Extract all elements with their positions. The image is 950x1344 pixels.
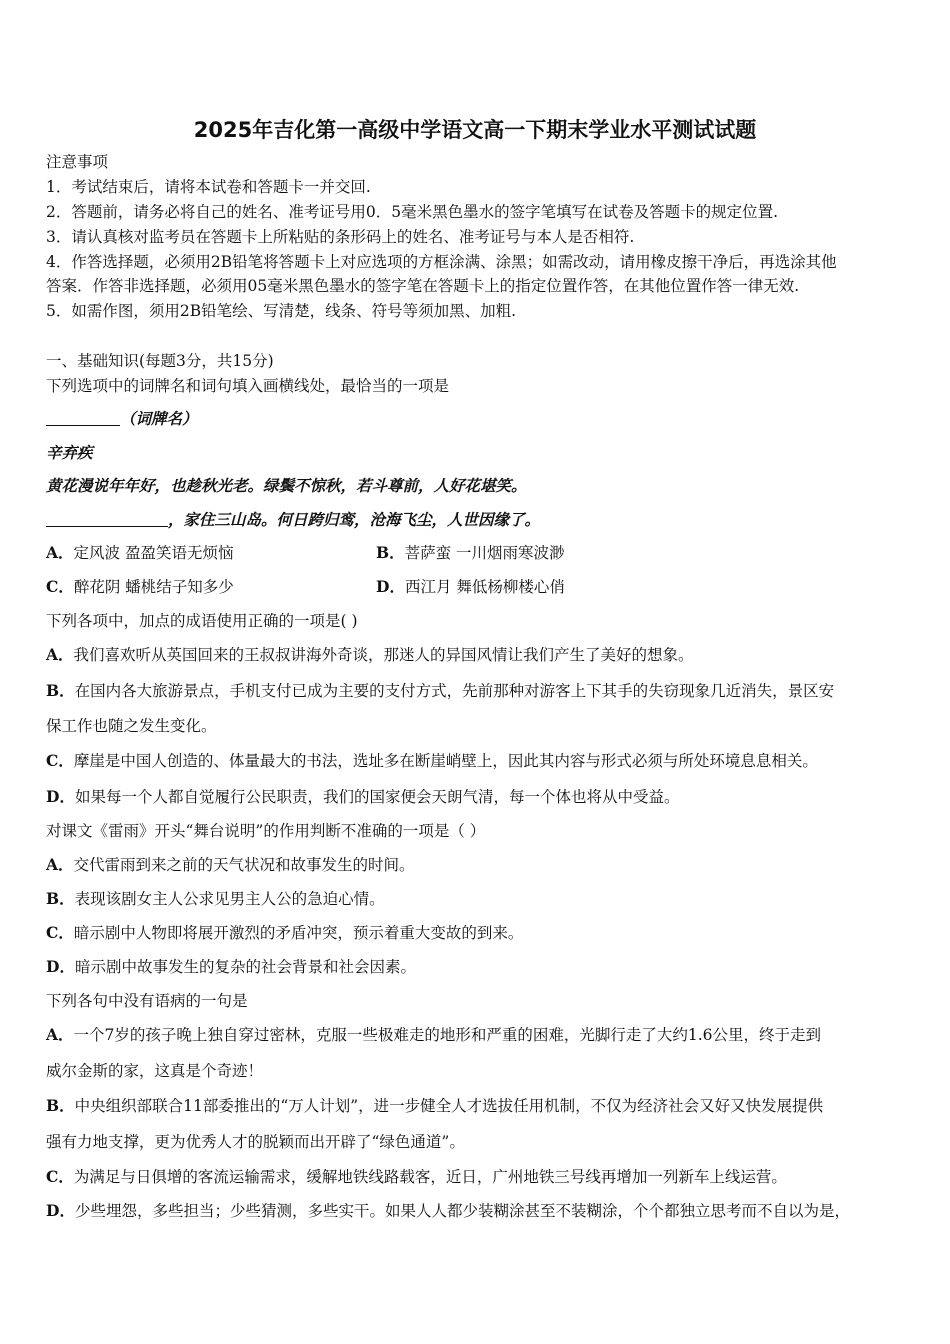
notice-item: 4．作答选择题，必须用2B铅笔将答题卡上对应选项的方框涂满、涂黑；如需改动，请用橡皮擦干净后，再选涂其他 bbox=[46, 253, 837, 271]
poem-line-2 bbox=[46, 510, 540, 530]
notice-item: 2．答题前，请务必将自己的姓名、准考证号用0．5毫米黑色墨水的签字笔填写在试卷及答题卡的规定位置. bbox=[46, 203, 779, 221]
option-line: C．为满足与日俱增的客流运输需求，缓解地铁线路载客，近日，广州地铁三号线再增加一列新车上线运营。 bbox=[46, 1167, 787, 1186]
answer-blank bbox=[46, 410, 120, 426]
section-heading: 一、基础知识(每题3分，共15分) bbox=[46, 352, 274, 370]
option-line: B．表现该剧女主人公求见男主人公的急迫心情。 bbox=[46, 889, 385, 908]
notice-item: 1．考试结束后，请将本试卷和答题卡一并交回. bbox=[46, 178, 371, 196]
option-a: A．定风波 盈盈笑语无烦恼 bbox=[46, 543, 234, 562]
notice-heading: 注意事项 bbox=[46, 153, 109, 171]
option-line: A．一个7岁的孩子晚上独自穿过密林，克服一些极难走的地形和严重的困难，光脚行走了大约1.6公里，终于走到 bbox=[46, 1025, 822, 1044]
answer-blank bbox=[46, 511, 168, 527]
option-line: B．中央组织部联合11部委推出的“万人计划”，进一步健全人才选拔任用机制，不仅为经济社会又好又快发展提供 bbox=[46, 1096, 824, 1115]
option-line: D．暗示剧中故事发生的复杂的社会背景和社会因素。 bbox=[46, 957, 416, 976]
poem-line-2-text: ，家住三山岛。何日跨归鸾，沧海飞尘，人世因缘了。 bbox=[168, 510, 541, 529]
option-line: 保工作也随之发生变化。 bbox=[46, 717, 217, 735]
notice-item: 3．请认真核对监考员在答题卡上所粘贴的条形码上的姓名、准考证号与本人是否相符. bbox=[46, 228, 635, 246]
option-line: D．如果每一个人都自觉履行公民职责，我们的国家便会天朗气清，每一个体也将从中受益。 bbox=[46, 787, 680, 806]
option-line: C．暗示剧中人物即将展开激烈的矛盾冲突，预示着重大变故的到来。 bbox=[46, 923, 524, 942]
poem-author: 辛弃疾 bbox=[46, 443, 93, 462]
question-1-blank-line bbox=[46, 409, 198, 429]
option-d: D．西江月 舞低杨柳楼心俏 bbox=[376, 577, 565, 596]
option-line: C．摩崖是中国人创造的、体量最大的书法，选址多在断崖峭壁上，因此其内容与形式必须与所处环境息息相关。 bbox=[46, 751, 818, 770]
option-line: A．交代雷雨到来之前的天气状况和故事发生的时间。 bbox=[46, 855, 415, 874]
notice-item: 5．如需作图，须用2B铅笔绘、写清楚，线条、符号等须加黑、加粗. bbox=[46, 302, 517, 320]
option-c: C．醉花阴 蟠桃结子知多少 bbox=[46, 577, 234, 596]
question-3-stem: 对课文《雷雨》开头“舞台说明”的作用判断不准确的一项是（ ） bbox=[46, 822, 486, 840]
option-line: D．少些埋怨，多些担当；少些猜测，多些实干。如果人人都少装糊涂甚至不装糊涂，个个都独立思考而不自以为是， bbox=[46, 1201, 850, 1220]
poem-line-1: 黄花漫说年年好，也趁秋光老。绿鬓不惊秋，若斗尊前，人好花堪笑。 bbox=[46, 476, 527, 495]
question-4-stem: 下列各句中没有语病的一句是 bbox=[46, 992, 248, 1010]
option-line: A．我们喜欢听从英国回来的王叔叔讲海外奇谈，那迷人的异国风情让我们产生了美好的想象。 bbox=[46, 645, 694, 664]
blank-suffix: （词牌名） bbox=[120, 409, 198, 428]
option-line: 威尔金斯的家，这真是个奇迹！ bbox=[46, 1062, 264, 1080]
question-1-stem: 下列选项中的词牌名和词句填入画横线处，最恰当的一项是 bbox=[46, 377, 450, 395]
page-title: 2025年吉化第一高级中学语文高一下期末学业水平测试试题 bbox=[193, 118, 757, 142]
question-2-stem: 下列各项中，加点的成语使用正确的一项是( ) bbox=[46, 612, 358, 630]
notice-item: 答案．作答非选择题，必须用05毫米黑色墨水的签字笔在答题卡上的指定位置作答，在其他位置作答一律无效. bbox=[46, 277, 800, 295]
option-line: B．在国内各大旅游景点，手机支付已成为主要的支付方式，先前那种对游客上下其手的失窃现象几近消失，景区安 bbox=[46, 681, 835, 700]
option-b: B．菩萨蛮 一川烟雨寒波渺 bbox=[376, 543, 565, 562]
option-line: 强有力地支撑，更为优秀人才的脱颖而出开辟了“绿色通道”。 bbox=[46, 1133, 465, 1151]
